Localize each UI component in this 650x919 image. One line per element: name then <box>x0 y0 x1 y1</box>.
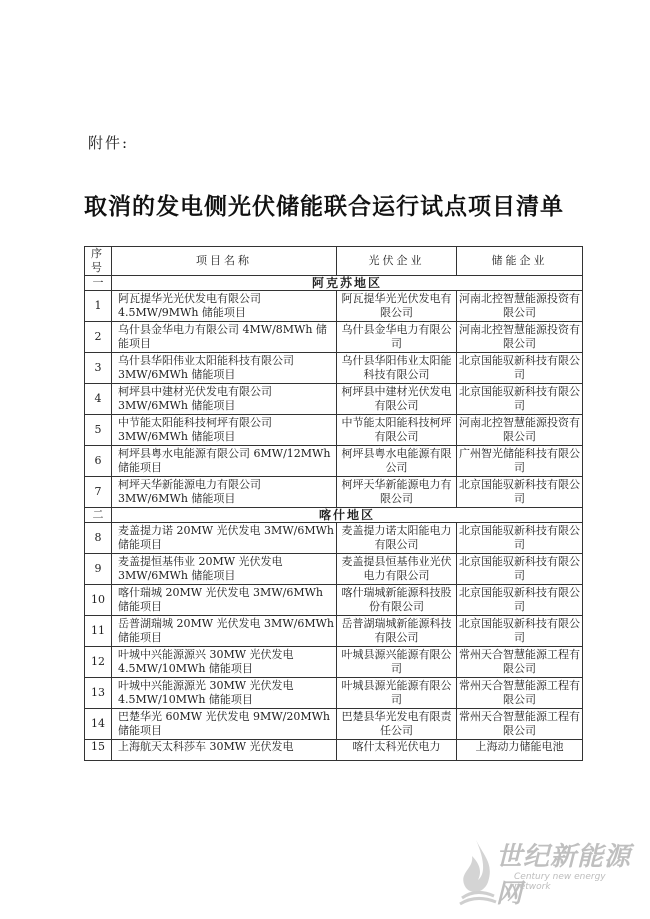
table-row <box>85 477 583 508</box>
cell-pv-company: 中节能太阳能科技柯坪有限公司 <box>337 415 457 446</box>
watermark-cn: 世纪新能源网 <box>496 842 632 909</box>
header-project: 项目名称 <box>112 247 337 276</box>
table-body <box>85 276 583 761</box>
cell-pv-company: 巴楚县华光发电有限责任公司 <box>337 709 457 740</box>
table-row <box>85 678 583 709</box>
cell-pv-company: 柯坪天华新能源电力有限公司 <box>337 477 457 508</box>
cell-storage-company: 常州天合智慧能源工程有限公司 <box>457 647 583 678</box>
cell-no: 12 <box>85 647 112 678</box>
cell-storage-company: 上海动力储能电池 <box>457 740 583 761</box>
table-row <box>85 585 583 616</box>
cell-pv-company: 阿瓦提华光光伏发电有限公司 <box>337 291 457 322</box>
region-index: 二 <box>85 508 112 523</box>
cell-no: 8 <box>85 523 112 554</box>
cell-no: 6 <box>85 446 112 477</box>
table-row <box>85 523 583 554</box>
region-name: 喀什地区 <box>112 508 583 523</box>
cell-pv-company: 柯坪县中建材光伏发电有限公司 <box>337 384 457 415</box>
cell-no: 5 <box>85 415 112 446</box>
cell-project: 乌什县华阳伟业太阳能科技有限公司 3MW/6MWh 储能项目 <box>112 353 337 384</box>
header-no: 序号 <box>85 247 112 276</box>
attachment-label: 附件: <box>88 134 130 152</box>
cell-project: 叶城中兴能源源兴 30MW 光伏发电 4.5MW/10MWh 储能项目 <box>112 647 337 678</box>
cell-pv-company: 乌什县华阳伟业太阳能科技有限公司 <box>337 353 457 384</box>
cell-no: 10 <box>85 585 112 616</box>
cell-storage-company: 北京国能驭新科技有限公司 <box>457 384 583 415</box>
cell-no: 1 <box>85 291 112 322</box>
project-table <box>84 246 583 761</box>
cell-no: 4 <box>85 384 112 415</box>
document-title: 取消的发电侧光伏储能联合运行试点项目清单 <box>84 193 564 220</box>
cell-project: 巴楚华光 60MW 光伏发电 9MW/20MWh 储能项目 <box>112 709 337 740</box>
cell-no: 13 <box>85 678 112 709</box>
cell-no: 11 <box>85 616 112 647</box>
cell-no: 14 <box>85 709 112 740</box>
cell-project: 乌什县金华电力有限公司 4MW/8MWh 储能项目 <box>112 322 337 353</box>
cell-pv-company: 乌什县金华电力有限公司 <box>337 322 457 353</box>
cell-pv-company: 岳普湖瑞城新能源科技有限公司 <box>337 616 457 647</box>
table-row <box>85 446 583 477</box>
table-row <box>85 322 583 353</box>
table-row <box>85 554 583 585</box>
header-storage-company: 储能企业 <box>457 247 583 276</box>
cell-project: 岳普湖瑞城 20MW 光伏发电 3MW/6MWh 储能项目 <box>112 616 337 647</box>
cell-pv-company: 叶城县源光能源有限公司 <box>337 678 457 709</box>
flame-icon <box>454 838 498 908</box>
cell-pv-company: 喀什太科光伏电力 <box>337 740 457 761</box>
cell-project: 叶城中兴能源源光 30MW 光伏发电 4.5MW/10MWh 储能项目 <box>112 678 337 709</box>
cell-pv-company: 叶城县源兴能源有限公司 <box>337 647 457 678</box>
cell-pv-company: 喀什瑞城新能源科技股份有限公司 <box>337 585 457 616</box>
cell-storage-company: 北京国能驭新科技有限公司 <box>457 477 583 508</box>
table-row <box>85 353 583 384</box>
header-pv-company: 光伏企业 <box>337 247 457 276</box>
cell-storage-company: 河南北控智慧能源投资有限公司 <box>457 291 583 322</box>
cell-no: 9 <box>85 554 112 585</box>
cell-storage-company: 北京国能驭新科技有限公司 <box>457 585 583 616</box>
cell-no: 3 <box>85 353 112 384</box>
region-name: 阿克苏地区 <box>112 276 583 291</box>
cell-storage-company: 广州智光储能科技有限公司 <box>457 446 583 477</box>
cell-project: 麦盖提恒基伟业 20MW 光伏发电 3MW/6MWh 储能项目 <box>112 554 337 585</box>
cell-project: 柯坪县粤水电能源有限公司 6MW/12MWh 储能项目 <box>112 446 337 477</box>
cell-project: 麦盖提力诺 20MW 光伏发电 3MW/6MWh 储能项目 <box>112 523 337 554</box>
cell-project: 上海航天太科莎车 30MW 光伏发电 <box>112 740 337 761</box>
cell-storage-company: 北京国能驭新科技有限公司 <box>457 523 583 554</box>
table-row <box>85 384 583 415</box>
table-row <box>85 647 583 678</box>
cell-project: 中节能太阳能科技柯坪有限公司 3MW/6MWh 储能项目 <box>112 415 337 446</box>
cell-no: 7 <box>85 477 112 508</box>
region-row <box>85 276 583 291</box>
cell-storage-company: 河南北控智慧能源投资有限公司 <box>457 322 583 353</box>
cell-storage-company: 常州天合智慧能源工程有限公司 <box>457 709 583 740</box>
table-row <box>85 740 583 761</box>
cell-no: 15 <box>85 740 112 761</box>
cell-project: 柯坪县中建材光伏发电有限公司 3MW/6MWh 储能项目 <box>112 384 337 415</box>
cell-project: 喀什瑞城 20MW 光伏发电 3MW/6MWh 储能项目 <box>112 585 337 616</box>
watermark-en: Century new energy network <box>514 872 606 892</box>
cell-pv-company: 麦盖提县恒基伟业光伏电力有限公司 <box>337 554 457 585</box>
table-row <box>85 415 583 446</box>
cell-project: 柯坪天华新能源电力有限公司 3MW/6MWh 储能项目 <box>112 477 337 508</box>
cell-storage-company: 常州天合智慧能源工程有限公司 <box>457 678 583 709</box>
cell-storage-company: 北京国能驭新科技有限公司 <box>457 353 583 384</box>
table-row <box>85 709 583 740</box>
table-row <box>85 616 583 647</box>
cell-pv-company: 麦盖提力诺太阳能电力有限公司 <box>337 523 457 554</box>
cell-project: 阿瓦提华光光伏发电有限公司 4.5MW/9MWh 储能项目 <box>112 291 337 322</box>
cell-pv-company: 柯坪县粤水电能源有限公司 <box>337 446 457 477</box>
table-row <box>85 291 583 322</box>
region-index: 一 <box>85 276 112 291</box>
region-row <box>85 508 583 523</box>
cell-storage-company: 北京国能驭新科技有限公司 <box>457 616 583 647</box>
table-header-row <box>85 247 583 276</box>
cell-storage-company: 北京国能驭新科技有限公司 <box>457 554 583 585</box>
cell-no: 2 <box>85 322 112 353</box>
cell-storage-company: 河南北控智慧能源投资有限公司 <box>457 415 583 446</box>
watermark-logo <box>454 832 644 912</box>
